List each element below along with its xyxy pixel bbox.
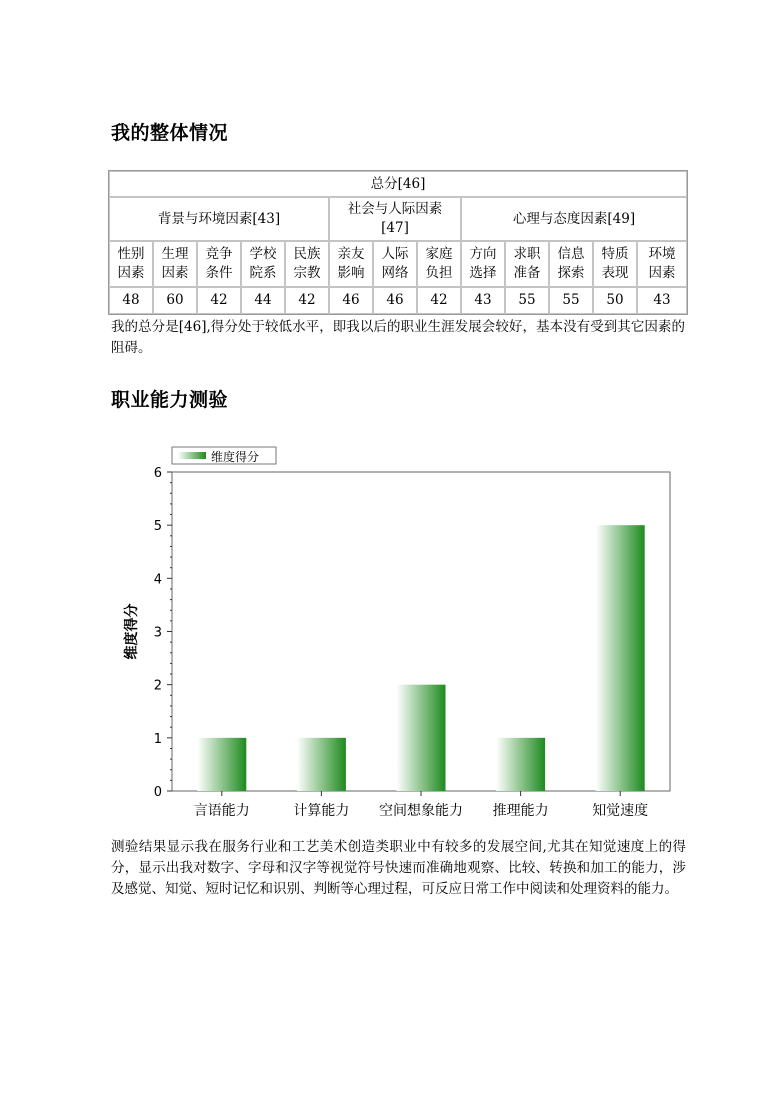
factor-score-cell: 42 xyxy=(197,287,241,314)
factor-score-cell: 43 xyxy=(461,287,505,314)
section-title-ability: 职业能力测验 xyxy=(111,389,229,411)
factor-score-cell: 55 xyxy=(549,287,593,314)
y-tick-label: 6 xyxy=(153,466,162,481)
factor-name-cell: 环境因素 xyxy=(637,241,687,287)
factor-name-cell: 方向选择 xyxy=(461,241,505,287)
factor-group-cell: 背景与环境因素[43] xyxy=(109,197,329,241)
factor-name-cell: 性别因素 xyxy=(109,241,153,287)
section-title-overall: 我的整体情况 xyxy=(111,122,229,144)
ability-bar-chart xyxy=(108,440,686,825)
x-tick-label: 空间想象能力 xyxy=(379,803,463,819)
x-tick-label: 推理能力 xyxy=(492,803,549,819)
factor-group-cell: 心理与态度因素[49] xyxy=(461,197,687,241)
y-tick-label: 2 xyxy=(153,678,162,694)
factor-score-cell: 48 xyxy=(109,287,153,314)
total-score-cell: 总分[46] xyxy=(109,171,687,197)
y-tick-label: 1 xyxy=(153,731,162,747)
legend-label: 维度得分 xyxy=(211,450,260,464)
x-tick-label: 知觉速度 xyxy=(592,803,649,819)
factor-score-cell: 44 xyxy=(241,287,285,314)
factor-score-cell: 46 xyxy=(329,287,373,314)
factor-name-cell: 学校院系 xyxy=(241,241,285,287)
score-table xyxy=(108,170,688,315)
summary-text: 我的总分是[46],得分处于较低水平，即我以后的职业生涯发展会较好，基本没有受到其它因素的阻碍。 xyxy=(111,319,685,356)
factor-name-cell: 民族宗教 xyxy=(285,241,329,287)
legend-swatch xyxy=(178,452,206,459)
factor-name-cell: 生理因素 xyxy=(153,241,197,287)
factor-name-cell: 求职准备 xyxy=(505,241,549,287)
x-tick-label: 言语能力 xyxy=(193,803,250,819)
bar xyxy=(496,738,545,791)
factor-score-cell: 43 xyxy=(637,287,687,314)
factor-name-cell: 竞争条件 xyxy=(197,241,241,287)
factor-score-cell: 42 xyxy=(417,287,461,314)
factor-score-cell: 50 xyxy=(593,287,637,314)
bar xyxy=(297,738,346,791)
factor-score-cell: 55 xyxy=(505,287,549,314)
factor-score-cell: 46 xyxy=(373,287,417,314)
factor-name-cell: 亲友影响 xyxy=(329,241,373,287)
bar xyxy=(197,738,246,791)
ability-description: 测验结果显示我在服务行业和工艺美术创造类职业中有较多的发展空间,尤其在知觉速度上的得分，显示出我对数字、字母和汉字等视觉符号快速而准确地观察、比较、转换和加工的能力，涉及感觉、知觉、短时记忆和识别、判断等心理过程，可反应日常工作中阅读和处理资料的能力。 xyxy=(111,839,686,897)
y-axis-label: 维度得分 xyxy=(124,603,140,660)
bar xyxy=(596,525,645,791)
factor-group-cell: 社会与人际因素[47] xyxy=(329,197,461,241)
factor-name-cell: 信息探索 xyxy=(549,241,593,287)
x-tick-label: 计算能力 xyxy=(293,803,350,819)
factor-score-cell: 60 xyxy=(153,287,197,314)
y-tick-label: 4 xyxy=(153,572,162,588)
factor-score-cell: 42 xyxy=(285,287,329,314)
bar xyxy=(397,685,446,791)
factor-name-cell: 家庭负担 xyxy=(417,241,461,287)
factor-name-cell: 人际网络 xyxy=(373,241,417,287)
y-tick-label: 3 xyxy=(153,625,162,641)
y-tick-label: 0 xyxy=(153,785,162,800)
y-tick-label: 5 xyxy=(153,519,162,535)
factor-name-cell: 特质表现 xyxy=(593,241,637,287)
